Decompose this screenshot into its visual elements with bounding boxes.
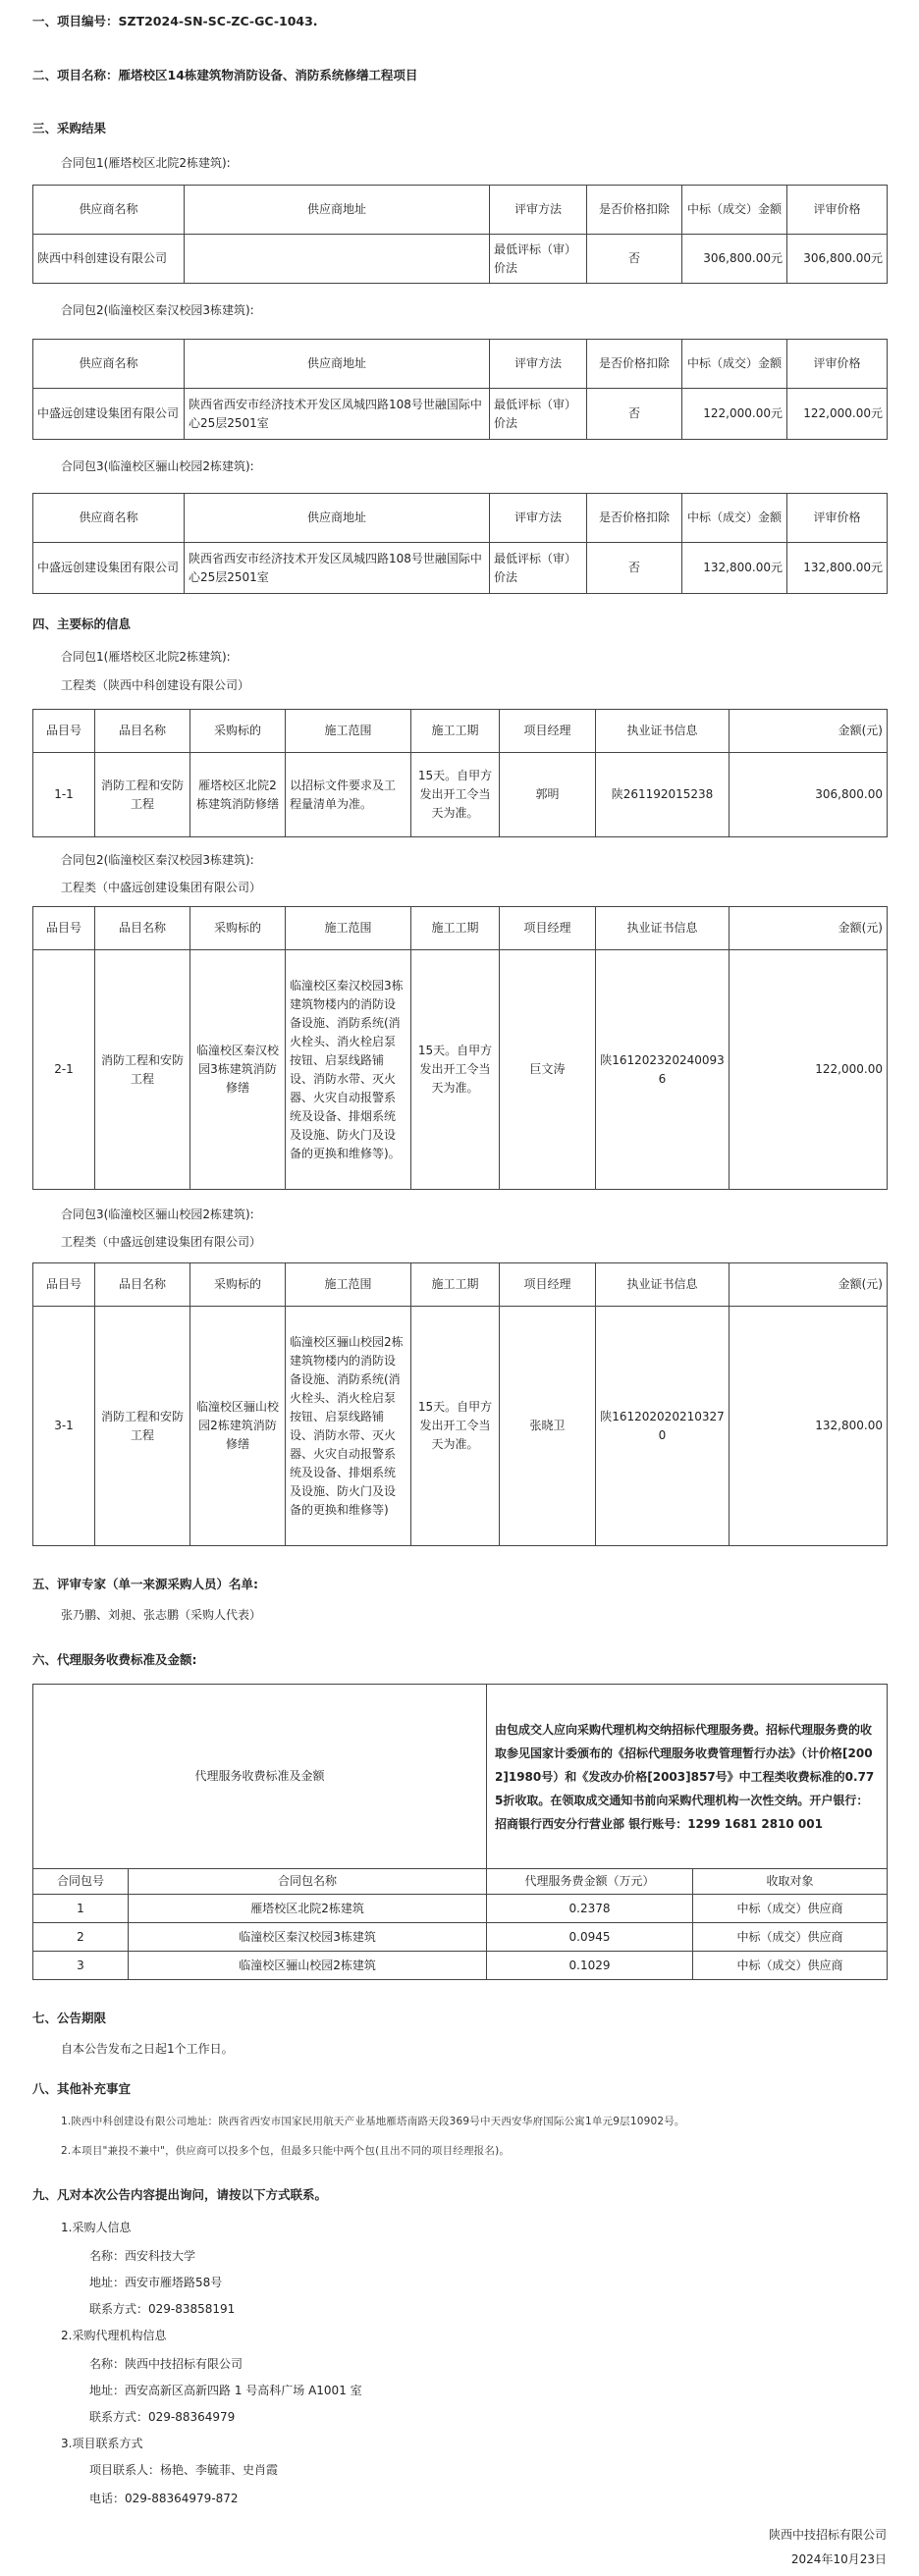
table-header-row: 品目号 品目名称 采购标的 施工范围 施工工期 项目经理 执业证书信息 金额(元) bbox=[33, 1263, 888, 1307]
subject-package-1-label: 合同包1(雁塔校区北院2栋建筑): bbox=[61, 650, 231, 664]
buyer-info-heading: 1.采购人信息 bbox=[61, 2221, 132, 2234]
project-contact-phone: 电话：029-88364979-872 bbox=[89, 2492, 239, 2505]
table-row: 3 临潼校区骊山校园2栋建筑 0.1029 中标（成交）供应商 bbox=[33, 1952, 888, 1980]
buyer-address: 地址：西安市雁塔路58号 bbox=[89, 2276, 223, 2289]
agent-address: 地址：西安高新区高新四路 1 号高科广场 A1001 室 bbox=[89, 2384, 362, 2397]
table-row: 2 临潼校区秦汉校园3栋建筑 0.0945 中标（成交）供应商 bbox=[33, 1923, 888, 1952]
table-row: 陕西中科创建设有限公司 最低评标（审）价法 否 306,800.00元 306,800.00元 bbox=[33, 235, 888, 284]
agent-info-heading: 2.采购代理机构信息 bbox=[61, 2329, 167, 2342]
expert-names: 张乃鹏、刘昶、张志鹏（采购人代表） bbox=[61, 1608, 262, 1622]
agent-name: 名称：陕西中技招标有限公司 bbox=[89, 2357, 243, 2371]
fee-standard-row: 代理服务收费标准及金额 由包成交人应向采购代理机构交纳招标代理服务费。招标代理服务费的收取参见国家计委颁布的《招标代理服务收费管理暂行办法》（计价格[2002]1980号）和《发改办价格[2003]857号》中工程类收费标准的0.775折收取。在领取成交通知书前向采购代理机构一次性交纳。开户银行：招商银行西安分行营业部 银行账号：1299 1681 2810 001 bbox=[33, 1685, 888, 1869]
agent-phone: 联系方式：029-88364979 bbox=[89, 2410, 236, 2424]
table-header-row: 合同包号 合同包名称 代理服务费金额（万元） 收取对象 bbox=[33, 1869, 888, 1895]
project-contact-heading: 3.项目联系方式 bbox=[61, 2437, 143, 2450]
table-header-row: 供应商名称 供应商地址 评审方法 是否价格扣除 中标（成交）金额 评审价格 bbox=[33, 186, 888, 235]
subject-package-3-label: 合同包3(临潼校区骊山校园2栋建筑): bbox=[61, 1208, 254, 1221]
other-note-1: 1.陕西中科创建设有限公司地址：陕西省西安市国家民用航天产业基地雁塔南路天段369号中天西安华府国际公寓1单元9层10902号。 bbox=[61, 2116, 685, 2127]
procurement-result-title: 三、采购结果 bbox=[32, 121, 107, 135]
table-header-row: 供应商名称 供应商地址 评审方法 是否价格扣除 中标（成交）金额 评审价格 bbox=[33, 494, 888, 543]
result-package-1-label: 合同包1(雁塔校区北院2栋建筑): bbox=[61, 156, 231, 170]
agency-fee-table bbox=[32, 1684, 888, 1980]
subject-package-3-type: 工程类（中盛远创建设集团有限公司） bbox=[61, 1235, 262, 1249]
contact-title: 九、凡对本次公告内容提出询问，请按以下方式联系。 bbox=[32, 2187, 328, 2202]
agency-fee-title: 六、代理服务收费标准及金额: bbox=[32, 1652, 197, 1667]
result-table-1 bbox=[32, 185, 888, 284]
table-header-row: 供应商名称 供应商地址 评审方法 是否价格扣除 中标（成交）金额 评审价格 bbox=[33, 340, 888, 389]
result-package-3-label: 合同包3(临潼校区骊山校园2栋建筑): bbox=[61, 459, 254, 473]
table-row: 中盛远创建设集团有限公司 陕西省西安市经济技术开发区凤城四路108号世融国际中心25层2501室 最低评标（审）价法 否 132,800.00元 132,800.00元 bbox=[33, 543, 888, 594]
subject-package-2-type: 工程类（中盛远创建设集团有限公司） bbox=[61, 881, 262, 894]
expert-list-title: 五、评审专家（单一来源采购人员）名单: bbox=[32, 1577, 258, 1591]
table-row: 1-1 消防工程和安防工程 雁塔校区北院2栋建筑消防修缮 以招标文件要求及工程量清单为准。 15天。自甲方发出开工令当天为准。 郭明 陕261192015238 306,800.00 bbox=[33, 753, 888, 837]
notice-period-text: 自本公告发布之日起1个工作日。 bbox=[61, 2042, 234, 2056]
table-row: 3-1 消防工程和安防工程 临潼校区骊山校园2栋建筑消防修缮 临潼校区骊山校园2栋建筑物楼内的消防设备设施、消防系统(消火栓头、消火栓启泵按钮、启泵线路铺设、消防水带、灭火器、火灾自动报警系统及设备、排烟系统及设施、防火门及设备的更换和维修等) 15天。自甲方发出开工令当天为准。 张晓卫 陕1612020202103270 132,800.00 bbox=[33, 1307, 888, 1546]
project-name: 二、项目名称：雁塔校区14栋建筑物消防设备、消防系统修缮工程项目 bbox=[32, 68, 418, 82]
table-header-row: 品目号 品目名称 采购标的 施工范围 施工工期 项目经理 执业证书信息 金额(元) bbox=[33, 710, 888, 753]
buyer-name: 名称：西安科技大学 bbox=[89, 2249, 196, 2263]
footer-org: 陕西中技招标有限公司 bbox=[768, 2528, 887, 2542]
subject-table-2 bbox=[32, 906, 888, 1190]
project-contact-people: 项目联系人：杨艳、李毓菲、史肖霞 bbox=[89, 2463, 279, 2477]
notice-period-title: 七、公告期限 bbox=[32, 2011, 107, 2025]
other-note-2: 2.本项目"兼投不兼中"，供应商可以投多个包，但最多只能中两个包(且出不同的项目经理报名)。 bbox=[61, 2145, 511, 2157]
buyer-phone: 联系方式：029-83858191 bbox=[89, 2302, 236, 2316]
table-header-row: 品目号 品目名称 采购标的 施工范围 施工工期 项目经理 执业证书信息 金额(元) bbox=[33, 907, 888, 950]
subject-package-1-type: 工程类（陕西中科创建设有限公司） bbox=[61, 678, 250, 692]
main-subject-title: 四、主要标的信息 bbox=[32, 617, 132, 631]
result-package-2-label: 合同包2(临潼校区秦汉校园3栋建筑): bbox=[61, 303, 254, 317]
subject-table-3 bbox=[32, 1262, 888, 1546]
result-table-3 bbox=[32, 493, 888, 594]
table-row: 1 雁塔校区北院2栋建筑 0.2378 中标（成交）供应商 bbox=[33, 1895, 888, 1923]
table-row: 2-1 消防工程和安防工程 临潼校区秦汉校园3栋建筑消防修缮 临潼校区秦汉校园3栋建筑物楼内的消防设备设施、消防系统(消火栓头、消火栓启泵按钮、启泵线路铺设、消防水带、灭火器、火灾自动报警系统及设备、排烟系统及设施、防火门及设备的更换和维修等)。 15天。自甲方发出开工令当天为准。 巨文涛 陕1612023202400936 122,000.00 bbox=[33, 950, 888, 1190]
subject-package-2-label: 合同包2(临潼校区秦汉校园3栋建筑): bbox=[61, 853, 254, 867]
other-matters-title: 八、其他补充事宜 bbox=[32, 2081, 132, 2096]
result-table-2 bbox=[32, 339, 888, 440]
subject-table-1 bbox=[32, 709, 888, 837]
table-row: 中盛远创建设集团有限公司 陕西省西安市经济技术开发区凤城四路108号世融国际中心25层2501室 最低评标（审）价法 否 122,000.00元 122,000.00元 bbox=[33, 389, 888, 440]
footer-date: 2024年10月23日 bbox=[790, 2552, 887, 2566]
project-number: 一、项目编号：SZT2024-SN-SC-ZC-GC-1043. bbox=[32, 14, 318, 28]
